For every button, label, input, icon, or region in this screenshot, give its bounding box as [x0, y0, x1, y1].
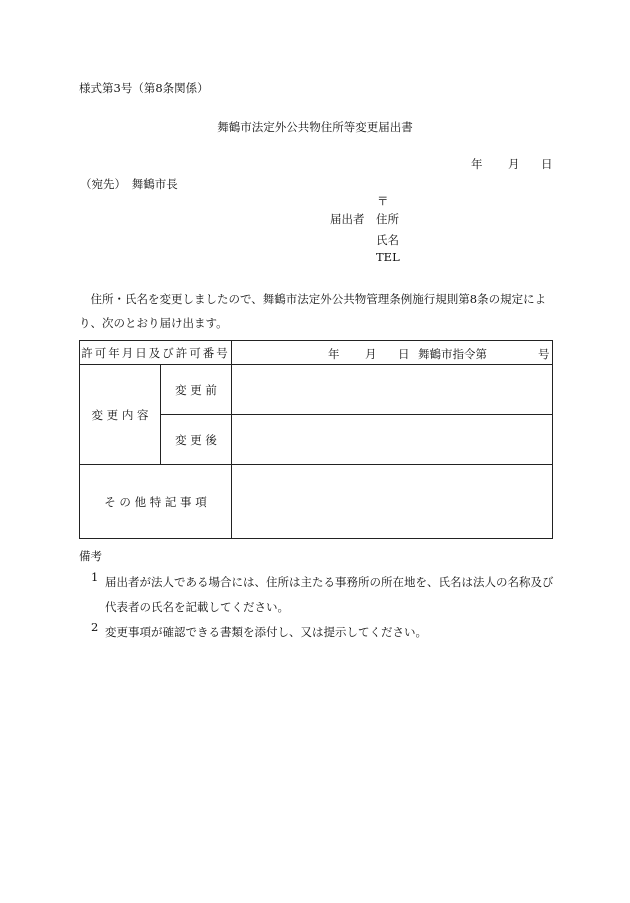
postal-mark: 〒	[377, 194, 389, 208]
permit-directive: 舞鶴市指令第	[418, 347, 487, 361]
addressee: （宛先） 舞鶴市長	[80, 177, 178, 191]
changes-label-cell	[80, 365, 161, 465]
changes-label: 変 更 内 容	[91, 407, 149, 422]
after-label: 変 更 後	[175, 432, 217, 447]
form-number: 様式第3号（第8条関係）	[79, 81, 209, 95]
after-label-cell	[161, 415, 232, 465]
name-label: 氏名	[376, 233, 399, 247]
remark-1-text: 届出者が法人である場合には、住所は主たる事務所の所在地を、氏名は法人の名称及び代表者の氏名を記載してください。	[105, 575, 554, 614]
address-label: 住所	[376, 212, 399, 226]
remarks-title: 備考	[79, 549, 102, 563]
body-text: 住所・氏名を変更しましたので、舞鶴市法定外公共物管理条例施行規則第8条の規定により、次のとおり届け出ます。	[79, 292, 547, 330]
tel-label: TEL	[376, 250, 400, 264]
other-label-cell	[80, 465, 232, 539]
before-label-cell	[161, 365, 232, 415]
permit-year: 年	[328, 347, 340, 361]
after-value-cell[interactable]	[232, 415, 553, 465]
applicant-label: 届出者	[330, 212, 365, 226]
other-value-cell[interactable]	[232, 465, 553, 539]
remark-2-text: 変更事項が確認できる書類を添付し、又は提示してください。	[105, 625, 427, 639]
date-year-label: 年	[471, 157, 483, 171]
date-day-label: 日	[541, 157, 553, 171]
permit-number: 号	[538, 347, 550, 361]
before-value-cell[interactable]	[232, 365, 553, 415]
remark-2-number: 2	[91, 620, 99, 634]
other-label: そ の 他 特 記 事 項	[104, 494, 207, 509]
permit-month: 月	[365, 347, 377, 361]
permit-value-cell[interactable]	[232, 341, 553, 365]
permit-day: 日	[398, 347, 410, 361]
date-month-label: 月	[508, 157, 520, 171]
remark-1-number: 1	[91, 570, 99, 584]
permit-label: 許可年月日及び許可番号	[81, 345, 230, 360]
document-title: 舞鶴市法定外公共物住所等変更届出書	[217, 120, 413, 134]
before-label: 変 更 前	[175, 382, 217, 397]
form-table	[79, 340, 553, 539]
permit-label-cell	[80, 341, 232, 365]
